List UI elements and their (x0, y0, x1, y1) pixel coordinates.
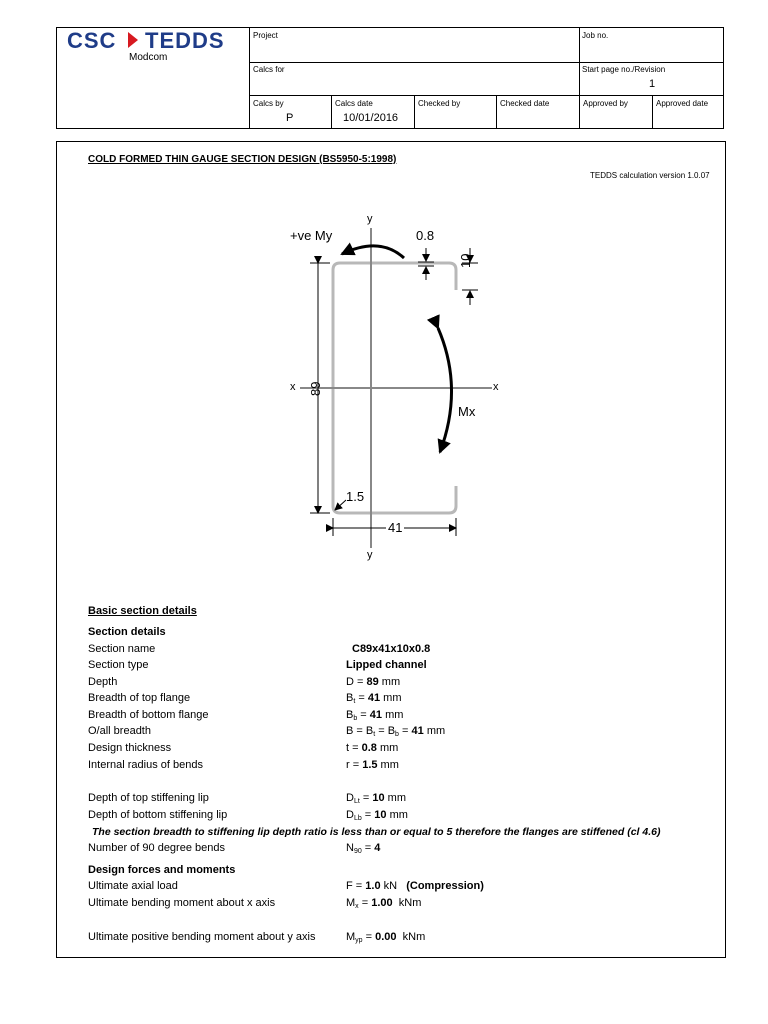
version-text: TEDDS calculation version 1.0.07 (590, 171, 710, 180)
checkeddate-label: Checked date (500, 99, 550, 108)
logo-tedds: TEDDS (145, 28, 225, 53)
thickness-label: 0.8 (416, 228, 435, 243)
approvedby-label: Approved by (583, 99, 628, 108)
top-lip-value: $D_{Lt} = 10$ mm (346, 792, 406, 805)
calcsby-value: P (286, 112, 294, 124)
calcsdate-value: 10/01/2016 (343, 112, 399, 124)
mx-moment-value: $M_x = 1.00$ kNm (346, 897, 422, 910)
thickness-row-value: t = 0.8 mm (346, 742, 399, 754)
bends-value: $N_{90} = 4$ (346, 842, 381, 855)
section-type-value: Lipped channel (346, 659, 427, 671)
section-details-heading: Section details (88, 626, 166, 638)
bottom-flange-value: $B_b = 41$ mm (346, 709, 404, 722)
mx-moment-arrow (438, 328, 452, 452)
startpage-label: Start page no./Revision (582, 65, 666, 74)
axial-load-value: F = 1.0 kN (Compression) (346, 880, 484, 892)
stiffened-note: The section breadth to stiffening lip depth ratio is less than or equal to 5 therefore the flanges are stiffened (cl 4.6) (92, 826, 661, 838)
breadth-label: 41 (388, 520, 403, 535)
top-flange-label: Breadth of top flange (88, 692, 191, 704)
project-label: Project (253, 31, 278, 40)
startpage-value: 1 (649, 78, 656, 90)
section-name-label: Section name (88, 643, 156, 655)
section-name-value: C89x41x10x0.8 (352, 643, 431, 655)
overall-breadth-label: O/all breadth (88, 725, 151, 737)
calcsfor-label: Calcs for (253, 65, 285, 74)
depth-row-label: Depth (88, 676, 118, 688)
calcsdate-label: Calcs date (335, 99, 373, 108)
my-label: +ve My (290, 228, 333, 243)
radius-row-label: Internal radius of bends (88, 759, 203, 771)
overall-breadth-value: $B = B_t = B_b = 41$ mm (346, 725, 446, 738)
radius-row-value: r = 1.5 mm (346, 759, 399, 771)
x-axis-left-label: x (290, 381, 296, 393)
section-type-label: Section type (88, 659, 149, 671)
logo-csc: CSC (67, 28, 117, 53)
checkedby-label: Checked by (418, 99, 461, 108)
my-moment-value: $M_{yp} = 0.00$ kNm (346, 931, 426, 944)
mx-moment-label: Ultimate bending moment about x axis (88, 897, 276, 909)
lip-label: 10 (458, 253, 473, 268)
my-moment-label: Ultimate positive bending moment about y axis (88, 931, 316, 943)
y-axis-top-label: y (367, 213, 373, 225)
depth-row-value: D = 89 mm (346, 676, 401, 688)
calcsby-label: Calcs by (253, 99, 284, 108)
depth-label: 89 (308, 381, 323, 396)
thickness-row-label: Design thickness (88, 742, 172, 754)
radius-label: 1.5 (346, 489, 365, 504)
jobno-label: Job no. (582, 31, 609, 40)
y-axis-bottom-label: y (367, 549, 373, 561)
basic-heading: Basic section details (88, 605, 197, 617)
logo-subtitle: Modcom (129, 52, 168, 63)
radius-leader (335, 500, 346, 510)
x-axis-right-label: x (493, 381, 499, 393)
bottom-lip-value: $D_{Lb} = 10$ mm (346, 809, 408, 822)
approveddate-label: Approved date (656, 99, 709, 108)
top-lip-label: Depth of top stiffening lip (88, 792, 209, 804)
forces-heading: Design forces and moments (88, 864, 236, 876)
bends-label: Number of 90 degree bends (88, 842, 225, 854)
bottom-lip-label: Depth of bottom stiffening lip (88, 809, 228, 821)
page-title: COLD FORMED THIN GAUGE SECTION DESIGN (BS5950-5:1998) (88, 154, 397, 165)
my-moment-arrow (342, 246, 404, 258)
axial-load-label: Ultimate axial load (88, 880, 178, 892)
bottom-flange-label: Breadth of bottom flange (88, 709, 209, 721)
top-flange-value: $B_t = 41$ mm (346, 692, 402, 705)
mx-label: Mx (458, 404, 476, 419)
